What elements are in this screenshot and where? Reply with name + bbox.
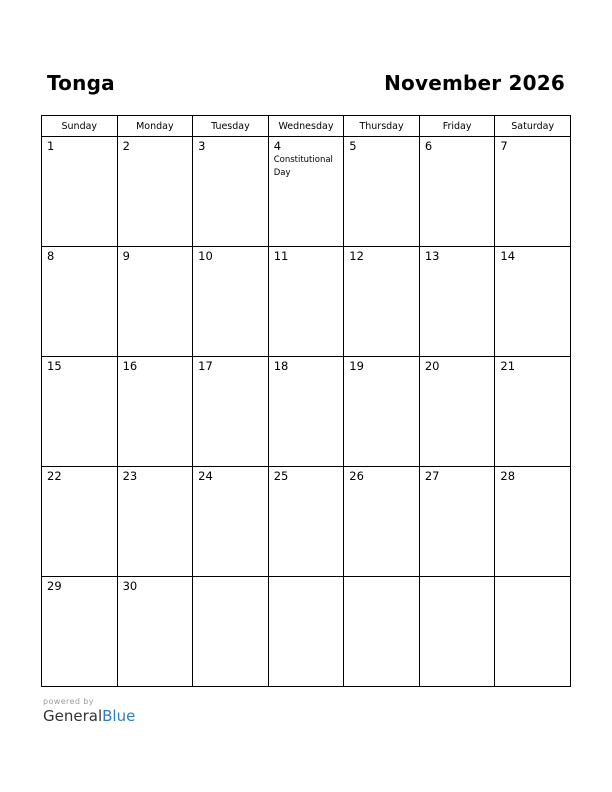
day-cell [344,357,420,467]
weekday-header: Tuesday [193,116,269,137]
weekday-header: Sunday [42,116,118,137]
weekday-header: Saturday [495,116,571,137]
day-number: 8 [47,249,55,263]
day-cell [193,137,269,247]
day-cell [42,577,118,687]
day-number: 22 [47,469,62,483]
brand-part-general: General [43,707,103,725]
week-row [42,357,571,467]
day-cell [268,467,344,577]
day-number: 24 [198,469,213,483]
day-number: 1 [47,139,55,153]
day-cell [495,137,571,247]
weekday-header: Wednesday [268,116,344,137]
day-number: 11 [273,249,289,263]
day-cell [268,357,344,467]
day-cell [268,577,344,687]
calendar-grid [41,115,571,687]
day-number: 18 [273,359,289,373]
day-cell [193,467,269,577]
day-number: 17 [198,359,213,373]
day-cell [419,137,495,247]
day-cell [193,247,269,357]
day-cell [419,357,495,467]
day-cell [344,577,420,687]
day-cell [268,137,344,247]
day-cell [193,357,269,467]
day-number: 4 [273,139,282,153]
day-number: 12 [349,249,364,263]
day-cell [344,467,420,577]
day-number: 30 [122,579,138,593]
day-number: 7 [500,139,508,153]
month-year-title: November 2026 [384,71,565,95]
day-number: 9 [122,249,130,263]
day-number: 3 [198,139,206,153]
day-cell [117,247,193,357]
day-cell [419,577,495,687]
day-cell [117,357,193,467]
day-cell [495,467,571,577]
day-cell [344,247,420,357]
holiday-label: Constitutional Day [273,155,333,178]
day-number: 15 [47,359,62,373]
week-row [42,247,571,357]
day-number: 28 [500,469,516,483]
day-number: 23 [122,469,138,483]
day-cell [117,577,193,687]
weekday-header: Monday [117,116,193,137]
weekday-header-row [42,116,571,137]
day-number: 25 [273,469,289,483]
day-number: 19 [349,359,364,373]
week-row [42,577,571,687]
day-number: 13 [424,249,440,263]
day-cell [495,247,571,357]
day-cell [193,577,269,687]
day-number: 6 [424,139,433,153]
day-cell [268,247,344,357]
day-number: 20 [424,359,440,373]
day-cell [117,137,193,247]
day-number: 2 [122,139,130,153]
country-title: Tonga [47,71,115,95]
day-cell [42,357,118,467]
week-row [42,137,571,247]
day-cell [117,467,193,577]
brand-part-blue: Blue [102,707,136,725]
weekday-header: Friday [419,116,495,137]
day-number: 16 [122,359,138,373]
day-cell [419,467,495,577]
day-cell [344,137,420,247]
day-cell [495,577,571,687]
day-number: 21 [500,359,516,373]
day-number: 14 [500,249,516,263]
powered-by-text: powered by [43,697,94,706]
footer-branding [43,697,135,725]
day-cell [42,247,118,357]
day-number: 29 [47,579,62,593]
week-row [42,467,571,577]
day-cell [42,137,118,247]
day-cell [42,467,118,577]
day-number: 26 [349,469,364,483]
day-number: 10 [198,249,213,263]
day-number: 27 [424,469,440,483]
brand-logo [43,707,135,725]
weekday-header: Thursday [344,116,420,137]
day-cell [495,357,571,467]
day-number: 5 [349,139,357,153]
day-cell [419,247,495,357]
